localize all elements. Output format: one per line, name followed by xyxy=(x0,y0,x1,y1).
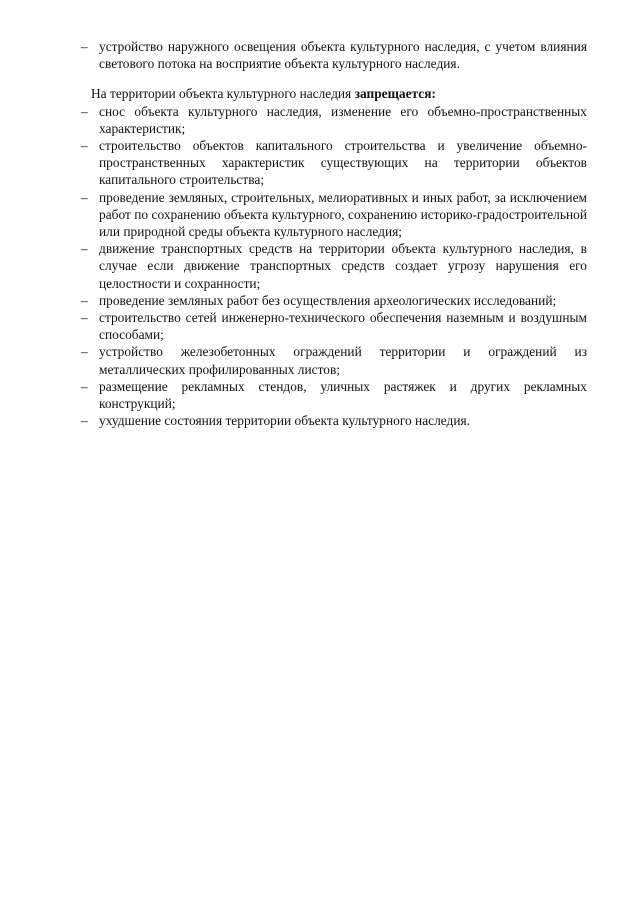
prohibition-emphasis: запрещается: xyxy=(354,86,436,102)
dash-bullet: – xyxy=(81,189,88,205)
dash-bullet: – xyxy=(81,344,88,360)
list-item-text: ухудшение состояния территории объекта культурного наследия. xyxy=(99,413,471,429)
list-item-text: движение транспортных средств на территории объекта культурного наследия, в случае если движение транспортных средств создает угрозу нарушения его целостности и сохранности; xyxy=(99,241,587,291)
list-item xyxy=(81,103,587,137)
list-item-text: строительство объектов капитального строительства и увеличение объемно-пространственных характеристик существующих на территории объектов капитального строительства; xyxy=(99,138,587,188)
dash-bullet: – xyxy=(81,310,88,326)
dash-bullet: – xyxy=(81,138,88,154)
dash-bullet: – xyxy=(81,103,88,119)
list-item xyxy=(81,189,587,241)
list-item xyxy=(81,343,587,377)
list-item-text: строительство сетей инженерно-технического обеспечения наземным и воздушным способами; xyxy=(99,310,587,343)
list-item-text: устройство железобетонных ограждений территории и ограждений из металлических профилированных листов; xyxy=(99,344,587,377)
prohibition-intro: На территории объекта культурного наследия xyxy=(91,86,352,102)
list-item-text: размещение рекламных стендов, уличных растяжек и других рекламных конструкций; xyxy=(99,378,587,412)
dash-bullet: – xyxy=(81,39,88,54)
dash-bullet: – xyxy=(81,413,88,429)
list-item-text: проведение земляных работ без осуществления археологических исследований; xyxy=(99,292,557,308)
list-item xyxy=(81,292,587,309)
list-item xyxy=(81,309,587,343)
list-item xyxy=(81,137,587,189)
list-item-text: снос объекта культурного наследия, изменение его объемно-пространственных характеристик; xyxy=(99,103,587,136)
list-item-text: устройство наружного освещения объекта культурного наследия, с учетом влияния светового потока на восприятие объекта культурного наследия. xyxy=(99,39,587,72)
list-item-lighting xyxy=(81,38,587,72)
list-item-text: проведение земляных, строительных, мелиоративных и иных работ, за исключением работ по сохранению объекта культурного, сохранению историко-градостроительной или природной среды объекта культурного наследия; xyxy=(99,189,587,240)
prohibition-paragraph xyxy=(81,85,587,102)
prohibited-list xyxy=(81,103,587,430)
dash-bullet: – xyxy=(81,292,88,308)
list-item xyxy=(81,378,587,412)
document-body xyxy=(81,38,587,429)
list-item xyxy=(81,240,587,292)
dash-bullet: – xyxy=(81,241,88,257)
dash-bullet: – xyxy=(81,378,88,394)
list-item xyxy=(81,412,587,429)
